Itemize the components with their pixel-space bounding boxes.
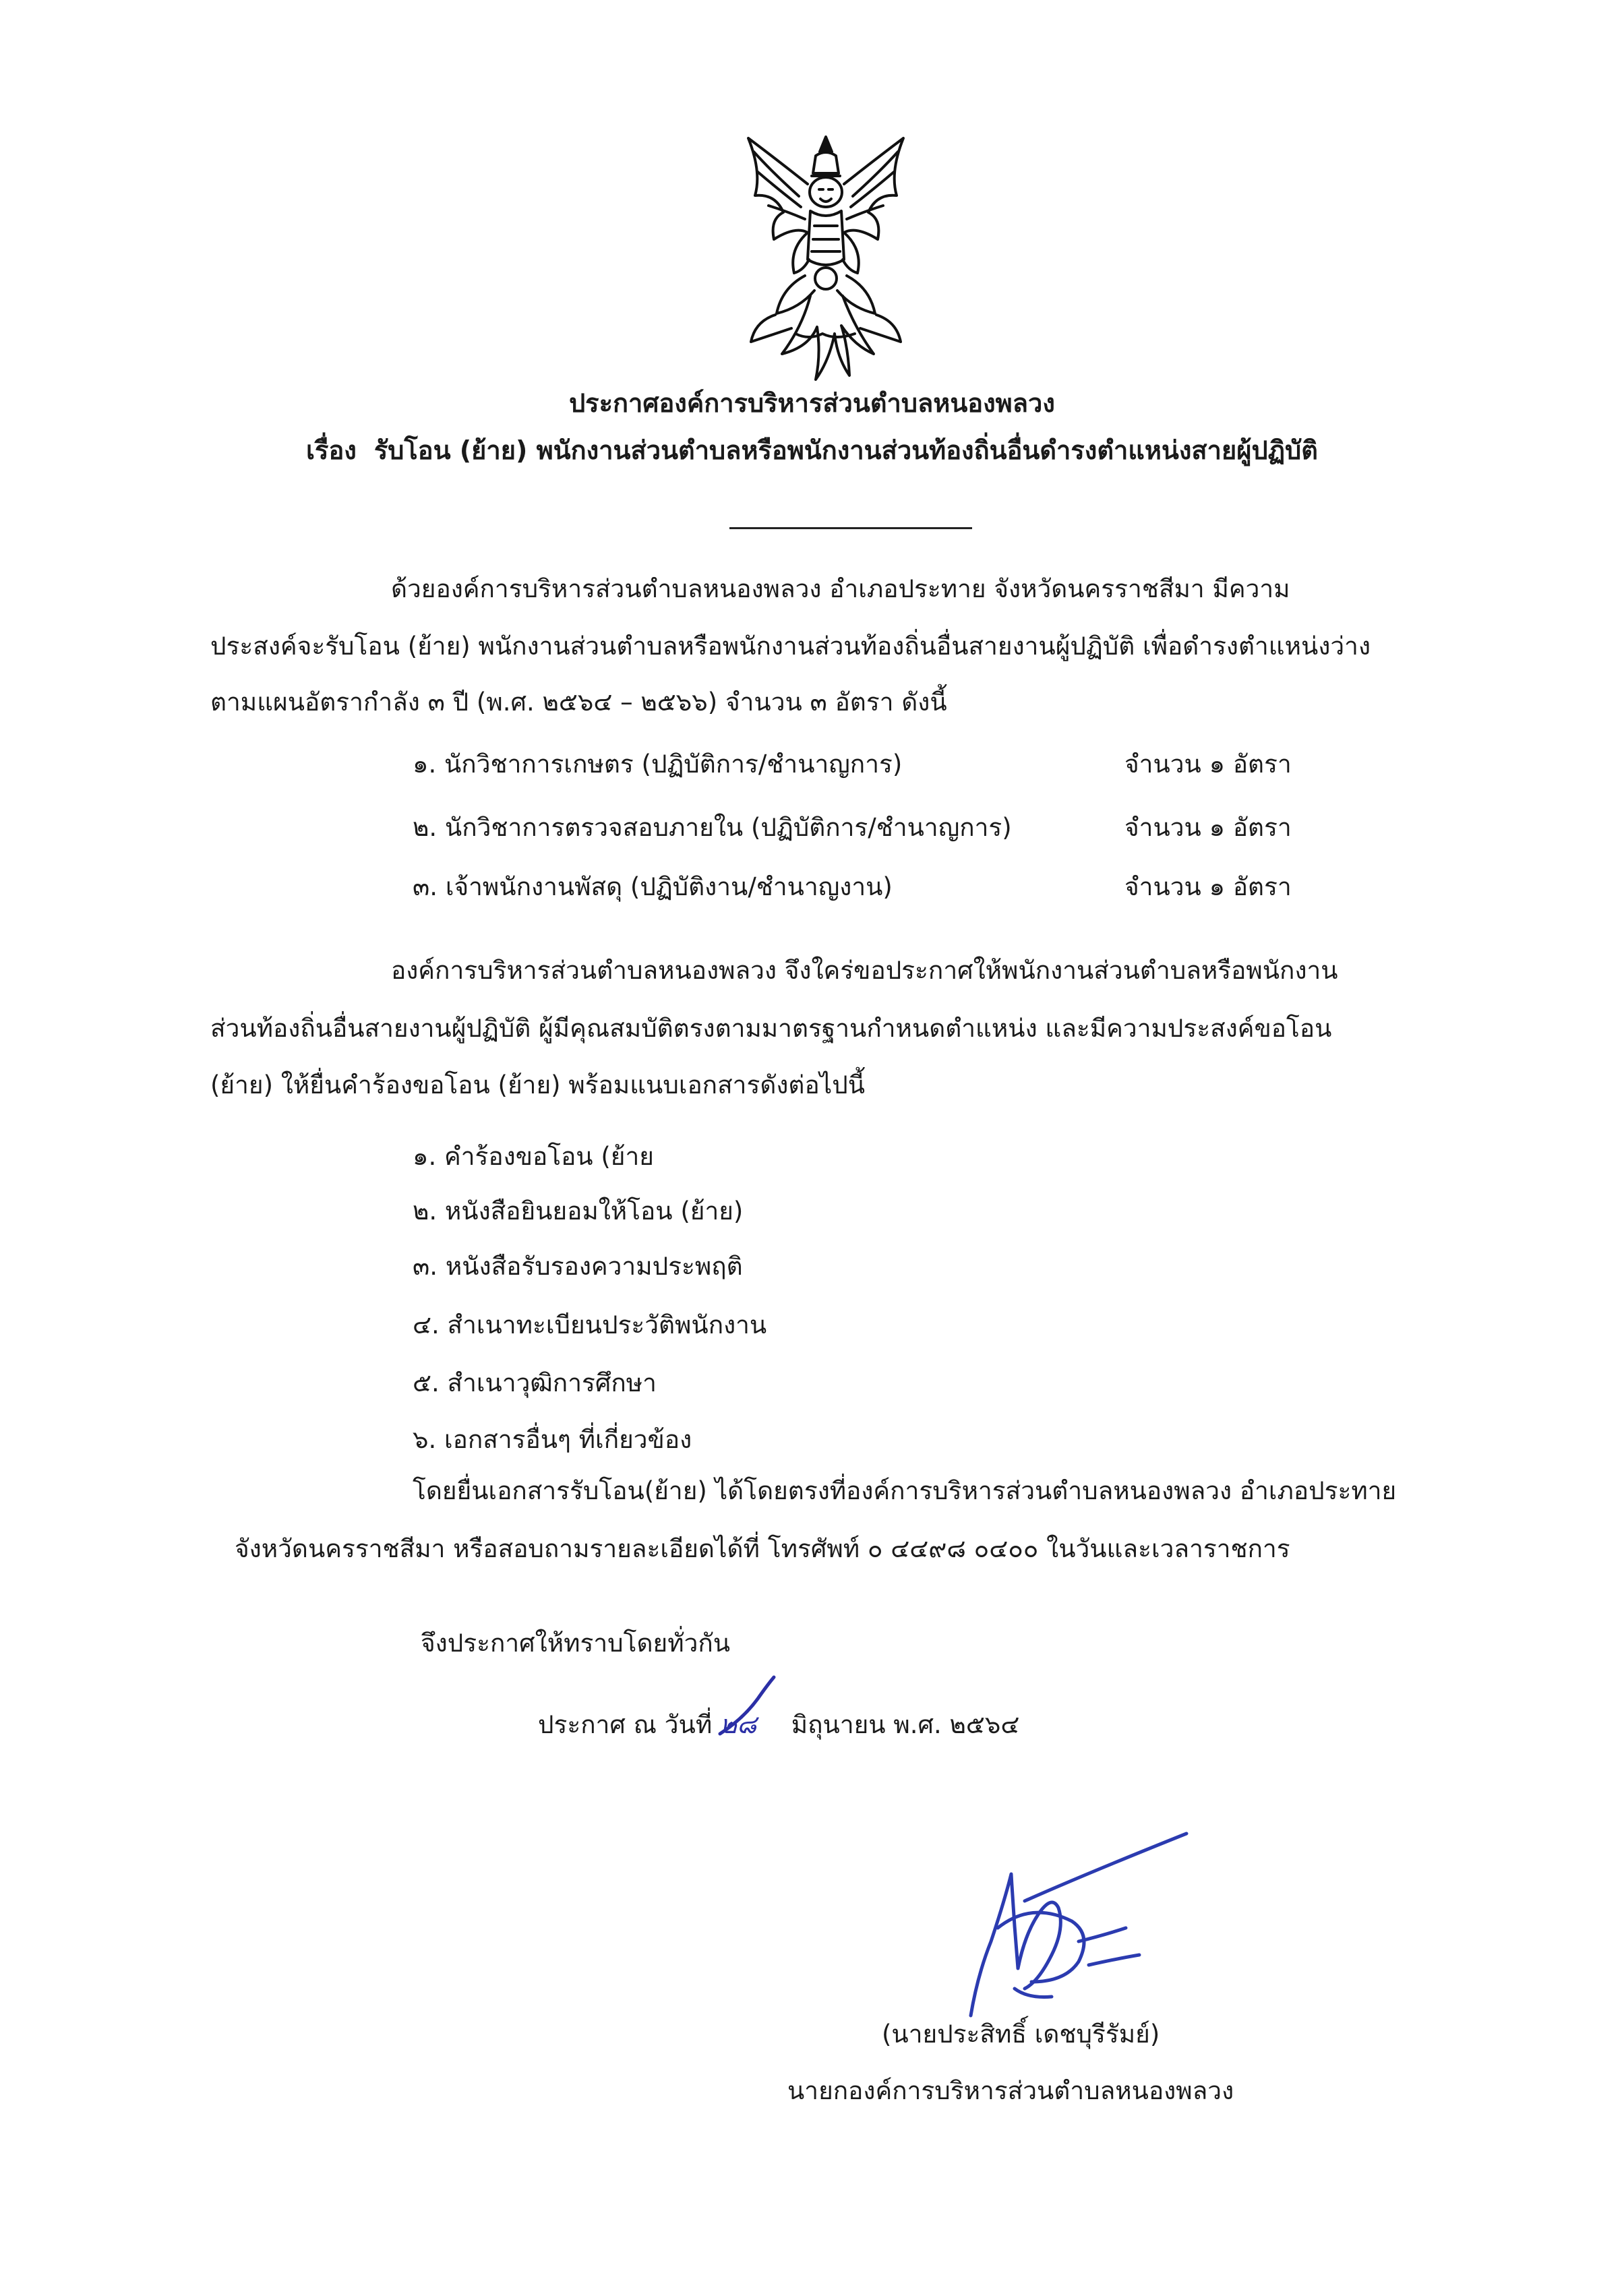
request-line-3: (ย้าย) ให้ยื่นคำร้องขอโอน (ย้าย) พร้อมแนบเอกสารดังต่อไปนี้ bbox=[210, 1070, 866, 1099]
position-quantity: จำนวน ๑ อัตรา bbox=[1124, 750, 1292, 779]
document-item: ๕. สำเนาวุฒิการศึกษา bbox=[413, 1368, 657, 1397]
submission-line-2: จังหวัดนครราชสีมา หรือสอบถามรายละเอียดได้ที่ โทรศัพท์ ๐ ๔๔๙๘ ๐๔๐๐ ในวันและเวลาราชการ bbox=[235, 1534, 1290, 1563]
date-prefix: ประกาศ ณ วันที่ bbox=[538, 1710, 713, 1739]
date-ink-stroke bbox=[716, 1672, 790, 1746]
announcement-date bbox=[538, 1707, 1019, 1743]
title-divider bbox=[729, 527, 972, 529]
document-item: ๒. หนังสือยินยอมให้โอน (ย้าย) bbox=[413, 1197, 744, 1226]
announcement-title: ประกาศองค์การบริหารส่วนตำบลหนองพลวง bbox=[569, 388, 1055, 418]
subject-text: รับโอน (ย้าย) พนักงานส่วนตำบลหรือพนักงานส่วนท้องถิ่นอื่นดำรงตำแหน่งสายผู้ปฏิบัติ bbox=[373, 435, 1318, 465]
signatory-name: (นายประสิทธิ์ เดชบุรีรัมย์) bbox=[882, 2020, 1160, 2049]
position-quantity: จำนวน ๑ อัตรา bbox=[1124, 813, 1292, 842]
position-quantity: จำนวน ๑ อัตรา bbox=[1124, 872, 1292, 901]
document-item: ๔. สำเนาทะเบียนประวัติพนักงาน bbox=[413, 1310, 767, 1339]
date-day: ๒๘ bbox=[720, 1707, 783, 1742]
position-title: ๑. นักวิชาการเกษตร (ปฏิบัติการ/ชำนาญการ) bbox=[413, 750, 903, 779]
intro-line-2: ประสงค์จะรับโอน (ย้าย) พนักงานส่วนตำบลหรือพนักงานส่วนท้องถิ่นอื่นสายงานผู้ปฏิบัติ เพื่อดำรงตำแหน่งว่าง bbox=[210, 632, 1371, 661]
document-item: ๑. คำร้องขอโอน (ย้าย bbox=[413, 1142, 654, 1171]
garuda-emblem-icon bbox=[735, 131, 917, 384]
position-title: ๓. เจ้าพนักงานพัสดุ (ปฏิบัติงาน/ชำนาญงาน) bbox=[413, 872, 893, 901]
subject-label: เรื่อง bbox=[306, 435, 357, 465]
submission-line-1: โดยยื่นเอกสารรับโอน(ย้าย) ได้โดยตรงที่องค์การบริหารส่วนตำบลหนองพลวง อำเภอประทาย bbox=[413, 1476, 1397, 1505]
signatory-position: นายกองค์การบริหารส่วนตำบลหนองพลวง bbox=[787, 2076, 1234, 2105]
date-month-year: มิถุนายน พ.ศ. ๒๕๖๔ bbox=[791, 1710, 1020, 1739]
announcement-subject-line bbox=[0, 433, 1624, 468]
document-item: ๖. เอกสารอื่นๆ ที่เกี่ยวข้อง bbox=[413, 1425, 692, 1454]
position-title: ๒. นักวิชาการตรวจสอบภายใน (ปฏิบัติการ/ชำนาญการ) bbox=[413, 813, 1012, 842]
intro-line-1: ด้วยองค์การบริหารส่วนตำบลหนองพลวง อำเภอประทาย จังหวัดนครราชสีมา มีความ bbox=[391, 574, 1290, 603]
intro-line-3: ตามแผนอัตรากำลัง ๓ ปี (พ.ศ. ๒๕๖๔ – ๒๕๖๖) จำนวน ๓ อัตรา ดังนี้ bbox=[210, 688, 947, 717]
request-line-2: ส่วนท้องถิ่นอื่นสายงานผู้ปฏิบัติ ผู้มีคุณสมบัติตรงตามมาตรฐานกำหนดตำแหน่ง และมีความประสงค์ขอโอน bbox=[210, 1014, 1332, 1043]
request-line-1: องค์การบริหารส่วนตำบลหนองพลวง จึงใคร่ขอประกาศให้พนักงานส่วนตำบลหรือพนักงาน bbox=[391, 956, 1338, 985]
signature-icon bbox=[951, 1820, 1207, 2022]
closing-statement: จึงประกาศให้ทราบโดยทั่วกัน bbox=[421, 1629, 731, 1658]
document-item: ๓. หนังสือรับรองความประพฤติ bbox=[413, 1252, 743, 1281]
